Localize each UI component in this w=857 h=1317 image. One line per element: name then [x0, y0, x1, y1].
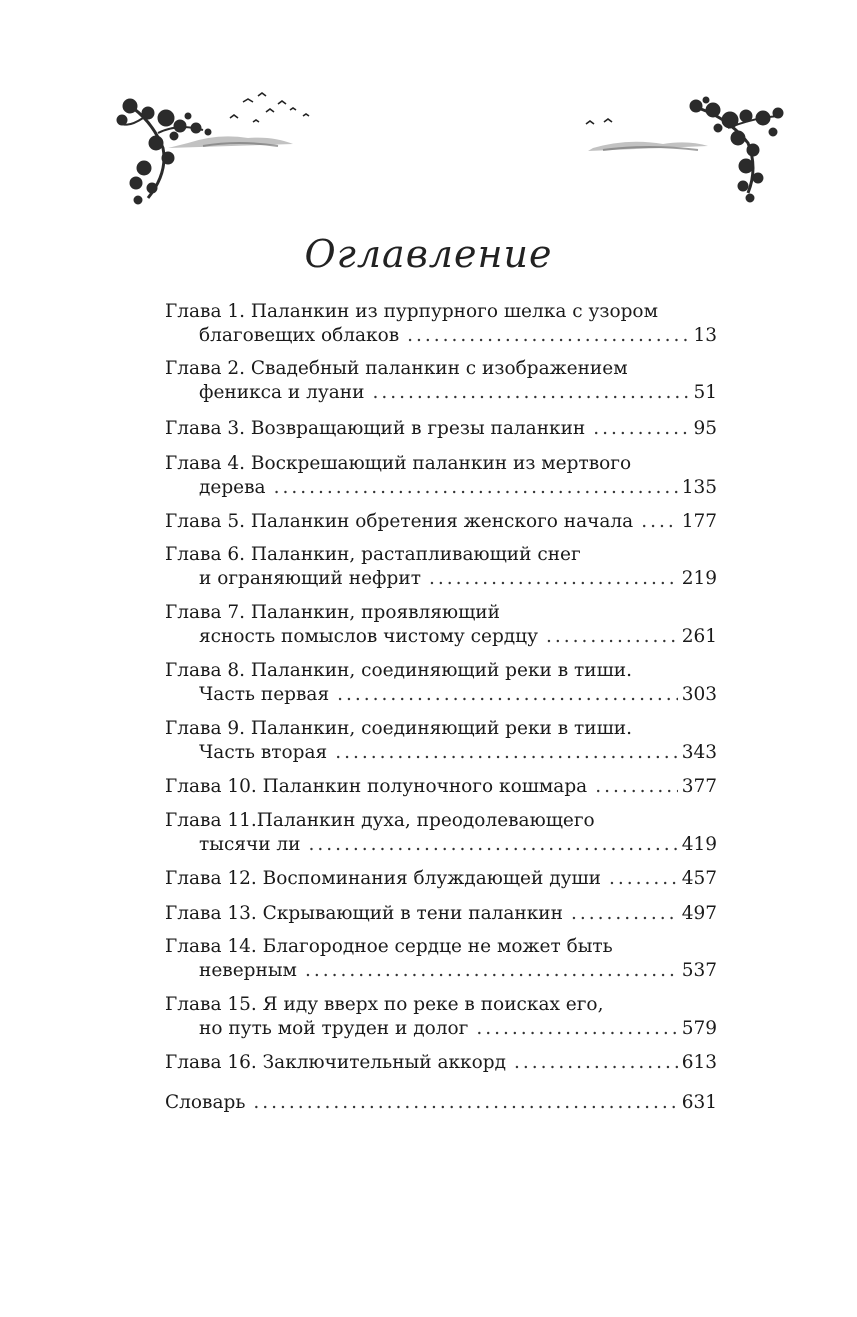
page-number: 135: [681, 477, 717, 498]
entry-title-text: благовещих облаков: [199, 325, 400, 346]
entry-last-line: [165, 1017, 717, 1041]
entry-title-text: Глава 12. Воспоминания блуждающей души: [165, 868, 601, 889]
toc-entry-chapter-5[interactable]: [165, 510, 717, 534]
entry-title-line: Глава 14. Благородное сердце не может быть: [165, 936, 613, 957]
entry-title-line: Глава 7. Паланкин, проявляющий: [165, 602, 500, 623]
toc-entry-chapter-15[interactable]: [165, 993, 717, 1041]
entry-last-line: [165, 625, 717, 649]
toc-entry-chapter-3[interactable]: [165, 417, 717, 441]
page-number: 631: [681, 1092, 717, 1113]
entry-title-text: Глава 13. Скрывающий в тени паланкин: [165, 903, 563, 924]
page-number: 261: [681, 626, 717, 647]
toc-entry-chapter-1[interactable]: [165, 300, 717, 348]
entry-last-line: [165, 867, 717, 891]
page-number: 457: [681, 868, 717, 889]
dot-leader: [309, 833, 678, 857]
page-number: 579: [681, 1018, 717, 1039]
dot-leader: [305, 959, 678, 983]
entry-title-line: Глава 11.Паланкин духа, преодолевающего: [165, 810, 595, 831]
branch-ornament-right: [578, 88, 793, 208]
dot-leader: [372, 381, 689, 405]
page-title: Оглавление: [304, 232, 553, 276]
dot-leader: [429, 567, 678, 591]
toc-entry-chapter-13[interactable]: [165, 902, 717, 926]
entry-title-text: но путь мой труден и долог: [199, 1018, 469, 1039]
entry-title-text: Словарь: [165, 1092, 246, 1113]
entry-title-line: Глава 15. Я иду вверх по реке в поисках его,: [165, 994, 604, 1015]
page-number: 343: [681, 742, 717, 763]
page-number: 13: [693, 325, 717, 346]
entry-last-line: [165, 381, 717, 405]
entry-last-line: [165, 510, 717, 534]
toc-entry-chapter-6[interactable]: [165, 543, 717, 591]
entry-title-line: Глава 1. Паланкин из пурпурного шелка с узором: [165, 301, 658, 322]
entry-title-line: Глава 8. Паланкин, соединяющий реки в тиши.: [165, 660, 632, 681]
entry-title-line: Глава 4. Воскрешающий паланкин из мертвого: [165, 453, 632, 474]
entry-last-line: [165, 833, 717, 857]
entry-last-line: [165, 476, 717, 500]
dot-leader: [337, 683, 678, 707]
dot-leader: [514, 1051, 678, 1075]
entry-title-line: Глава 2. Свадебный паланкин с изображением: [165, 358, 628, 379]
dot-leader: [546, 625, 678, 649]
entry-last-line: [165, 324, 717, 348]
dot-leader: [641, 510, 677, 534]
entry-title-text: ясность помыслов чистому сердцу: [199, 626, 538, 647]
branch-birds-ornament-left: [108, 88, 328, 218]
toc-entry-chapter-7[interactable]: [165, 601, 717, 649]
entry-title-text: и ограняющий нефрит: [199, 568, 421, 589]
toc-entry-chapter-2[interactable]: [165, 357, 717, 405]
page-number: 377: [681, 776, 717, 797]
entry-last-line: [165, 567, 717, 591]
dot-leader: [571, 902, 678, 926]
dot-leader: [476, 1017, 677, 1041]
entry-title-line: Глава 9. Паланкин, соединяющий реки в тиши.: [165, 718, 632, 739]
entry-title-text: тысячи ли: [199, 834, 301, 855]
toc-entry-chapter-11[interactable]: [165, 809, 717, 857]
entry-title-text: неверным: [199, 960, 297, 981]
toc-entry-chapter-9[interactable]: [165, 717, 717, 765]
entry-last-line: [165, 1051, 717, 1075]
entry-last-line: [165, 683, 717, 707]
entry-title-text: Часть вторая: [199, 742, 328, 763]
entry-last-line: [165, 959, 717, 983]
toc-entry-glossary[interactable]: [165, 1091, 717, 1115]
entry-title-line: Глава 6. Паланкин, растапливающий снег: [165, 544, 581, 565]
entry-title-text: дерева: [199, 477, 266, 498]
dot-leader: [593, 417, 689, 441]
page-number: 419: [681, 834, 717, 855]
entry-title-text: Глава 5. Паланкин обретения женского начала: [165, 511, 634, 532]
page-number: 95: [693, 418, 717, 439]
entry-title-text: феникса и луани: [199, 382, 365, 403]
toc-entry-chapter-12[interactable]: [165, 867, 717, 891]
entry-last-line: [165, 741, 717, 765]
toc-entry-chapter-10[interactable]: [165, 775, 717, 799]
toc-entry-chapter-14[interactable]: [165, 935, 717, 983]
page-number: 219: [681, 568, 717, 589]
dot-leader: [609, 867, 678, 891]
entry-last-line: [165, 417, 717, 441]
page-number: 177: [681, 511, 717, 532]
dot-leader: [253, 1091, 677, 1115]
entry-last-line: [165, 902, 717, 926]
dot-leader: [595, 775, 677, 799]
dot-leader: [407, 324, 689, 348]
entry-title-text: Часть первая: [199, 684, 330, 705]
dot-leader: [274, 476, 678, 500]
page-number: 497: [681, 903, 717, 924]
entry-last-line: [165, 1091, 717, 1115]
toc-entry-chapter-16[interactable]: [165, 1051, 717, 1075]
toc-entry-chapter-4[interactable]: [165, 452, 717, 500]
page-number: 537: [681, 960, 717, 981]
page-number: 51: [693, 382, 717, 403]
toc-entry-chapter-8[interactable]: [165, 659, 717, 707]
entry-last-line: [165, 775, 717, 799]
entry-title-text: Глава 16. Заключительный аккорд: [165, 1052, 506, 1073]
dot-leader: [335, 741, 677, 765]
entry-title-text: Глава 10. Паланкин полуночного кошмара: [165, 776, 588, 797]
entry-title-text: Глава 3. Возвращающий в грезы паланкин: [165, 418, 586, 439]
page-number: 303: [681, 684, 717, 705]
page-number: 613: [681, 1052, 717, 1073]
